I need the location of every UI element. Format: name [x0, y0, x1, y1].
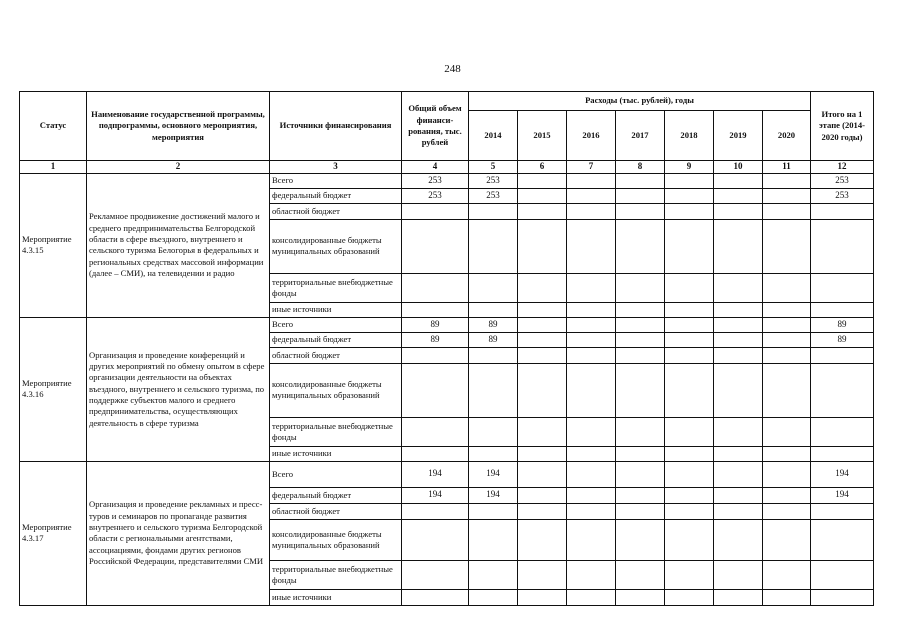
activity-status: Мероприятие 4.3.16 — [20, 317, 87, 461]
year-cell — [763, 347, 811, 363]
year-cell — [763, 302, 811, 317]
year-cell — [763, 173, 811, 188]
column-number: 4 — [402, 161, 469, 174]
year-cell — [616, 519, 665, 560]
year-cell — [518, 446, 567, 461]
year-cell — [616, 188, 665, 203]
year-cell — [567, 589, 616, 605]
header-total-volume: Общий объем финанси-рования, тыс. рублей — [402, 92, 469, 161]
year-cell — [714, 560, 763, 589]
year-cell — [763, 219, 811, 273]
year-cell — [518, 302, 567, 317]
year-cell — [763, 317, 811, 332]
final-cell: 89 — [811, 317, 874, 332]
header-year: 2015 — [518, 111, 567, 161]
header-year: 2014 — [469, 111, 518, 161]
year-cell — [518, 363, 567, 417]
total-volume-cell — [402, 589, 469, 605]
final-cell: 194 — [811, 461, 874, 487]
year-cell — [567, 363, 616, 417]
year-cell — [763, 332, 811, 347]
final-cell — [811, 363, 874, 417]
year-cell — [518, 332, 567, 347]
year-2014-cell: 89 — [469, 332, 518, 347]
year-2014-cell — [469, 589, 518, 605]
total-volume-cell: 89 — [402, 317, 469, 332]
column-number: 10 — [714, 161, 763, 174]
column-number: 2 — [87, 161, 270, 174]
year-cell — [665, 273, 714, 302]
year-cell — [518, 173, 567, 188]
year-2014-cell — [469, 519, 518, 560]
year-cell — [763, 446, 811, 461]
year-cell — [665, 446, 714, 461]
header-final: Итого на 1 этапе (2014-2020 годы) — [811, 92, 874, 161]
source-cell: иные источники — [270, 589, 402, 605]
year-cell — [714, 363, 763, 417]
year-cell — [616, 302, 665, 317]
column-number: 5 — [469, 161, 518, 174]
header-year: 2020 — [763, 111, 811, 161]
final-cell — [811, 273, 874, 302]
year-cell — [714, 302, 763, 317]
year-cell — [763, 273, 811, 302]
year-cell — [567, 446, 616, 461]
year-2014-cell — [469, 363, 518, 417]
year-cell — [665, 203, 714, 219]
source-cell: консолидированные бюджеты муниципальных образований — [270, 219, 402, 273]
header-year: 2018 — [665, 111, 714, 161]
year-cell — [665, 589, 714, 605]
activity-name: Организация и проведение конференций и других мероприятий по обмену опытом в сфере организации деятельности на объектах въездного, внутреннего и сельского туризма, по поддержке субъектов малого и среднего предпринимательства, осуществляющих деятельность в сфере туризма — [87, 317, 270, 461]
year-2014-cell — [469, 446, 518, 461]
year-cell — [714, 173, 763, 188]
year-2014-cell — [469, 273, 518, 302]
source-cell: федеральный бюджет — [270, 332, 402, 347]
year-cell — [616, 332, 665, 347]
year-cell — [567, 560, 616, 589]
year-2014-cell: 253 — [469, 188, 518, 203]
year-2014-cell — [469, 417, 518, 446]
source-cell: Всего — [270, 317, 402, 332]
source-cell: областной бюджет — [270, 503, 402, 519]
total-volume-cell — [402, 273, 469, 302]
final-cell: 253 — [811, 188, 874, 203]
total-volume-cell — [402, 519, 469, 560]
column-number-row — [20, 161, 874, 174]
header-sources: Источники финансирования — [270, 92, 402, 161]
total-volume-cell — [402, 347, 469, 363]
year-cell — [616, 560, 665, 589]
year-cell — [665, 347, 714, 363]
final-cell — [811, 560, 874, 589]
year-cell — [567, 219, 616, 273]
year-cell — [665, 503, 714, 519]
total-volume-cell: 194 — [402, 487, 469, 503]
year-cell — [567, 302, 616, 317]
source-cell: федеральный бюджет — [270, 487, 402, 503]
source-cell: областной бюджет — [270, 203, 402, 219]
year-cell — [518, 461, 567, 487]
year-cell — [518, 317, 567, 332]
total-volume-cell: 89 — [402, 332, 469, 347]
year-cell — [616, 203, 665, 219]
total-volume-cell — [402, 503, 469, 519]
year-cell — [714, 317, 763, 332]
year-cell — [714, 188, 763, 203]
table-row — [20, 317, 874, 332]
source-cell: иные источники — [270, 302, 402, 317]
year-cell — [518, 273, 567, 302]
year-2014-cell — [469, 203, 518, 219]
final-cell — [811, 446, 874, 461]
year-cell — [714, 589, 763, 605]
activity-name: Организация и проведение рекламных и пресс-туров и семинаров по пропаганде развития внутреннего и сельского туризма Белгородской области с региональными агентствами, ассоциациями, фондами других регионов Российской Федерации, представителями СМИ — [87, 461, 270, 605]
total-volume-cell — [402, 219, 469, 273]
final-cell: 194 — [811, 487, 874, 503]
year-cell — [665, 417, 714, 446]
year-cell — [567, 273, 616, 302]
total-volume-cell: 253 — [402, 188, 469, 203]
source-cell: территориальные внебюджетные фонды — [270, 560, 402, 589]
year-cell — [567, 317, 616, 332]
final-cell — [811, 203, 874, 219]
year-2014-cell — [469, 302, 518, 317]
source-cell: Всего — [270, 173, 402, 188]
year-cell — [665, 332, 714, 347]
source-cell: консолидированные бюджеты муниципальных образований — [270, 363, 402, 417]
column-number: 8 — [616, 161, 665, 174]
year-cell — [567, 461, 616, 487]
year-cell — [567, 332, 616, 347]
year-cell — [665, 560, 714, 589]
source-cell: областной бюджет — [270, 347, 402, 363]
year-cell — [616, 363, 665, 417]
year-cell — [714, 347, 763, 363]
year-cell — [763, 503, 811, 519]
year-2014-cell: 194 — [469, 461, 518, 487]
year-cell — [714, 503, 763, 519]
year-cell — [714, 487, 763, 503]
year-cell — [665, 363, 714, 417]
activity-name: Рекламное продвижение достижений малого и среднего предпринимательства Белгородской области в сфере въездного, внутреннего и сельского туризма Белогорья в федеральных и региональных средствах массовой информации (далее – СМИ), на телевидении и радио — [87, 173, 270, 317]
activity-status: Мероприятие 4.3.15 — [20, 173, 87, 317]
source-cell: территориальные внебюджетные фонды — [270, 273, 402, 302]
header-year: 2017 — [616, 111, 665, 161]
year-2014-cell: 253 — [469, 173, 518, 188]
year-2014-cell — [469, 219, 518, 273]
year-2014-cell: 89 — [469, 317, 518, 332]
year-cell — [518, 560, 567, 589]
year-cell — [567, 203, 616, 219]
column-number: 3 — [270, 161, 402, 174]
total-volume-cell — [402, 302, 469, 317]
year-cell — [616, 461, 665, 487]
column-number: 1 — [20, 161, 87, 174]
source-cell: консолидированные бюджеты муниципальных образований — [270, 519, 402, 560]
year-cell — [714, 203, 763, 219]
year-cell — [665, 519, 714, 560]
final-cell — [811, 519, 874, 560]
header-expenses: Расходы (тыс. рублей), годы — [469, 92, 811, 111]
year-cell — [763, 363, 811, 417]
year-cell — [518, 347, 567, 363]
year-cell — [616, 417, 665, 446]
year-cell — [567, 173, 616, 188]
total-volume-cell: 253 — [402, 173, 469, 188]
header-year: 2016 — [567, 111, 616, 161]
year-cell — [763, 417, 811, 446]
year-cell — [616, 347, 665, 363]
year-cell — [616, 173, 665, 188]
year-cell — [665, 317, 714, 332]
source-cell: федеральный бюджет — [270, 188, 402, 203]
total-volume-cell — [402, 417, 469, 446]
final-cell: 89 — [811, 332, 874, 347]
year-cell — [763, 188, 811, 203]
year-cell — [518, 417, 567, 446]
final-cell — [811, 347, 874, 363]
header-name: Наименование государственной программы, подпрограммы, основного мероприятия, мероприятия — [87, 92, 270, 161]
year-cell — [665, 219, 714, 273]
column-number: 11 — [763, 161, 811, 174]
column-number: 6 — [518, 161, 567, 174]
column-number: 9 — [665, 161, 714, 174]
year-cell — [567, 519, 616, 560]
year-cell — [616, 219, 665, 273]
total-volume-cell — [402, 363, 469, 417]
year-cell — [665, 461, 714, 487]
table-row — [20, 173, 874, 188]
year-cell — [763, 519, 811, 560]
year-2014-cell: 194 — [469, 487, 518, 503]
source-cell: территориальные внебюджетные фонды — [270, 417, 402, 446]
year-cell — [763, 487, 811, 503]
year-cell — [763, 461, 811, 487]
year-cell — [616, 446, 665, 461]
year-cell — [518, 203, 567, 219]
final-cell — [811, 589, 874, 605]
total-volume-cell — [402, 203, 469, 219]
year-cell — [665, 188, 714, 203]
final-cell — [811, 417, 874, 446]
year-cell — [763, 589, 811, 605]
year-cell — [665, 487, 714, 503]
year-cell — [518, 487, 567, 503]
year-cell — [665, 173, 714, 188]
year-cell — [714, 446, 763, 461]
year-cell — [714, 332, 763, 347]
year-cell — [616, 589, 665, 605]
year-cell — [616, 487, 665, 503]
year-cell — [518, 219, 567, 273]
year-cell — [567, 487, 616, 503]
year-cell — [616, 317, 665, 332]
year-2014-cell — [469, 503, 518, 519]
activity-status: Мероприятие 4.3.17 — [20, 461, 87, 605]
year-cell — [567, 347, 616, 363]
financing-table — [19, 91, 874, 606]
year-cell — [763, 560, 811, 589]
year-cell — [567, 188, 616, 203]
year-cell — [518, 589, 567, 605]
year-cell — [567, 503, 616, 519]
header-year: 2019 — [714, 111, 763, 161]
source-cell: иные источники — [270, 446, 402, 461]
year-cell — [714, 219, 763, 273]
column-number: 7 — [567, 161, 616, 174]
year-cell — [714, 417, 763, 446]
year-2014-cell — [469, 560, 518, 589]
table-row — [20, 461, 874, 487]
year-cell — [714, 461, 763, 487]
year-cell — [616, 273, 665, 302]
year-cell — [714, 273, 763, 302]
total-volume-cell — [402, 560, 469, 589]
page-number: 248 — [444, 63, 461, 75]
year-cell — [665, 302, 714, 317]
year-cell — [518, 519, 567, 560]
column-number: 12 — [811, 161, 874, 174]
year-cell — [518, 503, 567, 519]
year-cell — [518, 188, 567, 203]
final-cell — [811, 302, 874, 317]
final-cell: 253 — [811, 173, 874, 188]
total-volume-cell — [402, 446, 469, 461]
final-cell — [811, 219, 874, 273]
year-cell — [616, 503, 665, 519]
total-volume-cell: 194 — [402, 461, 469, 487]
source-cell: Всего — [270, 461, 402, 487]
header-status: Статус — [20, 92, 87, 161]
year-cell — [714, 519, 763, 560]
header-row-top — [20, 92, 874, 111]
year-cell — [763, 203, 811, 219]
final-cell — [811, 503, 874, 519]
year-cell — [567, 417, 616, 446]
year-2014-cell — [469, 347, 518, 363]
